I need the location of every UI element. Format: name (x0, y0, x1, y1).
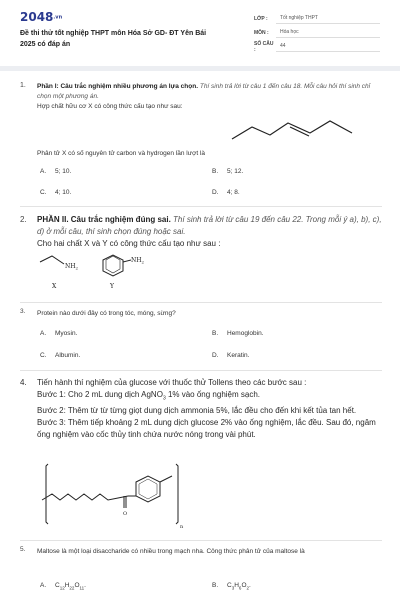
question-1-instruction (37, 82, 382, 102)
ester-chain (42, 494, 128, 500)
meta-class-label: LỚP : (254, 16, 268, 22)
part-heading: Phần I: Câu trắc nghiệm nhiều phương án lựa chọn. (37, 83, 199, 90)
svg-text:O: O (123, 511, 128, 517)
option-d[interactable]: D. 4; 8. (212, 189, 240, 196)
polymer-n: n (180, 524, 184, 530)
meta-count-row (254, 40, 380, 54)
question-5 (20, 546, 382, 557)
question-separator (20, 370, 382, 371)
site-logo[interactable]: 2048.vn (20, 10, 63, 24)
option-d[interactable]: D. Keratin. (212, 352, 250, 359)
option-a[interactable]: A. $C_{12}H_{22}O_{11}$. (40, 582, 86, 591)
question-2-instruction (37, 214, 382, 238)
svg-text:NH2: $NH_2$ (65, 263, 79, 271)
question-number: 3. (20, 308, 26, 315)
question-number: 2. (20, 215, 27, 224)
part-instruction: Thí sinh trả lời từ câu 19 đến câu 22. Trong mỗi ý a), b), c), d) ở mỗi câu, thí sinh chọn đúng hoặc sai. (37, 215, 382, 236)
option-b[interactable]: B. $C_3H_6O_2$. (212, 582, 251, 591)
svg-text:NH2: $NH_2$ (131, 257, 145, 265)
part-heading: PHẦN II. Câu trắc nghiệm đúng sai. (37, 215, 171, 224)
polymer-structure (38, 460, 198, 534)
exam-meta (254, 12, 380, 54)
exam-title-line2: 2025 có đáp án (20, 41, 71, 48)
question-4-intro: Tiến hành thí nghiệm của glucose với thuốc thử Tollens theo các bước sau : (37, 378, 307, 387)
question-number: 1. (20, 82, 26, 89)
meta-subject-label: MÔN : (254, 30, 269, 36)
question-2 (20, 214, 382, 250)
question-separator (20, 540, 382, 541)
step-1: Bước 1: Cho 2 mL dung dịch AgNO$_3$ 1% vào ống nghiệm sạch. (37, 390, 260, 402)
question-1-stem: Hợp chất hữu cơ X có công thức cấu tạo như sau: (37, 103, 183, 110)
option-b[interactable]: B. Hemoglobin. (212, 330, 264, 337)
part-instruction: Thí sinh trả lời từ câu 1 đến câu 18. Mỗi câu hỏi thí sinh chỉ chọn một phương án. (37, 83, 371, 100)
carbon-chain-bond (232, 121, 352, 139)
step-2: Bước 2: Thêm từ từ từng giọt dung dịch ammonia 5%, lắc đều cho đến khi kết tủa tan hết. (37, 405, 357, 415)
option-a[interactable]: A. 5; 10. (40, 168, 72, 175)
header-divider (0, 66, 400, 71)
question-2-stem: Cho hai chất X và Y có công thức cấu tạo như sau : (37, 239, 221, 248)
exam-title-line1: Đề thi thử tốt nghiệp THPT môn Hóa Sở GD- ĐT Yên Bái (20, 30, 207, 37)
meta-class-value: Tốt nghiệp THPT (276, 14, 380, 24)
option-b[interactable]: B. 5; 12. (212, 168, 244, 175)
question-number: 4. (20, 378, 27, 387)
page-header (20, 10, 380, 62)
meta-subject-row (254, 26, 380, 40)
benzene-ring (136, 476, 160, 502)
label-y: Y (110, 283, 114, 290)
option-a[interactable]: A. Myosin. (40, 330, 78, 337)
structure-x (40, 256, 78, 271)
label-x: X (52, 283, 57, 290)
question-5-text: Maltose là một loại disaccharide có nhiều trong mạch nha. Công thức phân tử của maltose là (37, 548, 305, 555)
open-bracket (46, 464, 48, 524)
question-1 (20, 82, 382, 112)
meta-count-label: SỐ CÂU : (254, 41, 274, 53)
structures-x-y (36, 252, 216, 292)
step-3: Bước 3: Thêm tiếp khoảng 2 mL dung dịch glucose 2% vào ống nghiệm, lắc đều. Sau đó, ngâm ống nghiệm vào cốc thủy tinh chứa nước nóng trong vài phút. (37, 417, 376, 439)
meta-subject-value: Hóa học (276, 28, 380, 38)
question-4 (20, 377, 382, 441)
close-bracket (176, 464, 178, 524)
meta-count-value: 44 (276, 42, 380, 52)
question-1-text: Phân tử X có số nguyên tử carbon và hydrogen lần lượt là (37, 150, 205, 157)
skeletal-structure-x (230, 113, 360, 143)
question-3-text: Protein nào dưới đây có trong tóc, móng, sừng? (37, 310, 176, 317)
question-3 (20, 308, 382, 319)
question-separator (20, 302, 382, 303)
question-1-prompt (20, 148, 382, 159)
question-number: 5. (20, 546, 26, 553)
option-c[interactable]: C. 4; 10. (40, 189, 72, 196)
question-separator (20, 206, 382, 207)
option-c[interactable]: C. Albumin. (40, 352, 81, 359)
structure-y (103, 255, 144, 276)
meta-class-row (254, 12, 380, 26)
